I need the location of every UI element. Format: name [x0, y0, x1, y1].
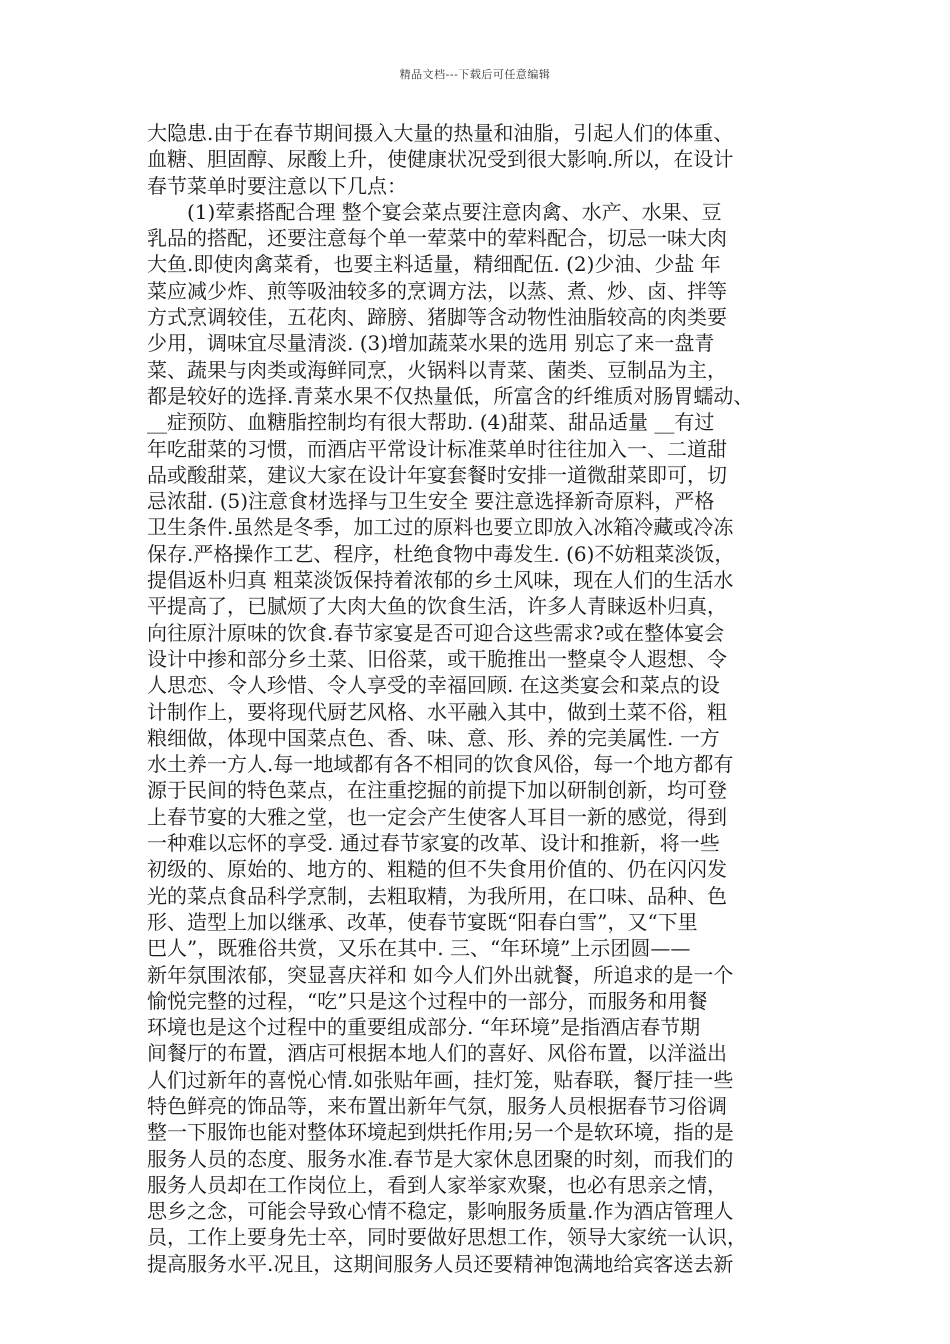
text-line: 大隐患.由于在春节期间摄入大量的热量和油脂，引起人们的体重、 [147, 121, 734, 145]
text-line: 员，工作上要身先士卒，同时要做好思想工作，领导大家统一认识， [147, 1225, 747, 1250]
text-line: 新年氛围浓郁，突显喜庆祥和 如今人们外出就餐，所追求的是一个 [147, 962, 734, 987]
text-line: 源于民间的特色菜点，在注重挖掘的前提下加以研制创新，均可登 [147, 778, 727, 803]
text-line: 设计中掺和部分乡土菜、旧俗菜，或干脆推出一整桌令人遐想、令 [147, 646, 727, 671]
text-line: 血糖、胆固醇、尿酸上升，使健康状况受到很大影响.所以，在设计 [147, 147, 734, 172]
text-line: 计制作上，要将现代厨艺风格、水平融入其中，做到土菜不俗，粗 [147, 699, 727, 724]
text-line: 服务人员的态度、服务水准.春节是大家休息团聚的时刻，而我们的 [147, 1146, 734, 1171]
text-line: 提倡返朴归真 粗菜淡饭保持着浓郁的乡土风味，现在人们的生活水 [147, 568, 734, 593]
text-line: 保存.严格操作工艺、程序，杜绝食物中毒发生. (6)不妨粗菜淡饭， [147, 541, 735, 566]
text-line: 间餐厅的布置，酒店可根据本地人们的喜好、风俗布置，以洋溢出 [147, 1041, 727, 1066]
text-line: 特色鲜亮的饰品等，来布置出新年气氛，服务人员根据春节习俗调 [147, 1093, 727, 1118]
text-line: 粮细做，体现中国菜点色、香、味、意、形、养的完美属性. 一方 [147, 725, 720, 750]
text-line: 光的菜点食品科学烹制，去粗取精，为我所用，在口味、品种、色 [147, 883, 727, 908]
text-line: 忌浓甜. (5)注意食材选择与卫生安全 要注意选择新奇原料，严格 [147, 489, 715, 514]
text-line: 平提高了，已腻烦了大肉大鱼的饮食生活，许多人青睐返朴归真， [147, 594, 727, 619]
document-body [147, 120, 807, 1277]
text-line: 乳品的搭配，还要注意每个单一荤菜中的荤料配合，切忌一味大肉 [147, 226, 727, 251]
text-line: 愉悦完整的过程，“吃”只是这个过程中的一部分，而服务和用餐 [147, 988, 708, 1013]
text-line: 巴人”，既雅俗共赏，又乐在其中. 三、“年环境”上示团圆—— [147, 936, 691, 961]
text-line: 服务人员却在工作岗位上，看到人家举家欢聚，也必有思亲之情， [147, 1172, 727, 1197]
text-line: 方式烹调较佳，五花肉、蹄膀、猪脚等含动物性油脂较高的肉类要 [147, 305, 727, 330]
text-line: 年吃甜菜的习惯，而酒店平常设计标准菜单时往往加入一、二道甜 [147, 436, 727, 461]
text-line: 大鱼.即使肉禽菜肴，也要主料适量，精细配伍. (2)少油、少盐 年 [147, 252, 721, 277]
page-header: 精品文档---下载后可任意编辑 [399, 68, 551, 81]
text-line: 环境也是这个过程中的重要组成部分. “年环境”是指酒店春节期 [147, 1015, 701, 1040]
text-line: 向往原汁原味的饮食.春节家宴是否可迎合这些需求?或在整体宴会 [147, 620, 725, 645]
text-line: 形、造型上加以继承、改革，使春节宴既“阳春白雪”，又“下里 [147, 909, 698, 934]
text-line: 春节菜单时要注意以下几点： [147, 173, 407, 198]
text-line: 都是较好的选择.青菜水果不仅热量低，所富含的纤维质对肠胃蠕动、 [147, 383, 754, 408]
text-line: 卫生条件.虽然是冬季，加工过的原料也要立即放入冰箱冷藏或冷冻 [147, 515, 734, 540]
text-line: (1)荤素搭配合理 整个宴会菜点要注意肉禽、水产、水果、豆 [187, 199, 722, 224]
text-line: 人们过新年的喜悦心情.如张贴年画，挂灯笼，贴春联，餐厅挂一些 [147, 1067, 734, 1092]
text-line: 提高服务水平.况且，这期间服务人员还要精神饱满地给宾客送去新 [147, 1251, 734, 1276]
text-line: 菜、蔬果与肉类或海鲜同烹，火锅料以青菜、菌类、豆制品为主， [147, 357, 727, 382]
text-line: 菜应减少炸、煎等吸油较多的烹调方法，以蒸、煮、炒、卤、拌等 [147, 278, 727, 303]
text-line: 少用，调味宜尽量清淡. (3)增加蔬菜水果的选用 别忘了来一盘青 [147, 331, 715, 356]
text-line: 思乡之念，可能会导致心情不稳定，影响服务质量.作为酒店管理人 [147, 1199, 734, 1224]
text-line: 水土养一方人.每一地域都有各不相同的饮食风俗，每一个地方都有 [147, 752, 734, 777]
text-line: 人思恋、令人珍惜、令人享受的幸福回顾. 在这类宴会和菜点的设 [147, 673, 720, 698]
text-line: 品或酸甜菜，建议大家在设计年宴套餐时安排一道微甜菜即可，切 [147, 462, 727, 487]
text-line: __症预防、血糖脂控制均有很大帮助. (4)甜菜、甜品适量 __有过 [147, 410, 715, 435]
text-line: 一种难以忘怀的享受. 通过春节家宴的改革、设计和推新，将一些 [147, 831, 720, 856]
text-line: 整一下服饰也能对整体环境起到烘托作用;另一个是软环境，指的是 [147, 1120, 734, 1145]
text-line: 初级的、原始的、地方的、粗糙的但不失食用价值的、仍在闪闪发 [147, 857, 727, 882]
text-line: 上春节宴的大雅之堂，也一定会产生使客人耳目一新的感觉，得到 [147, 804, 727, 829]
